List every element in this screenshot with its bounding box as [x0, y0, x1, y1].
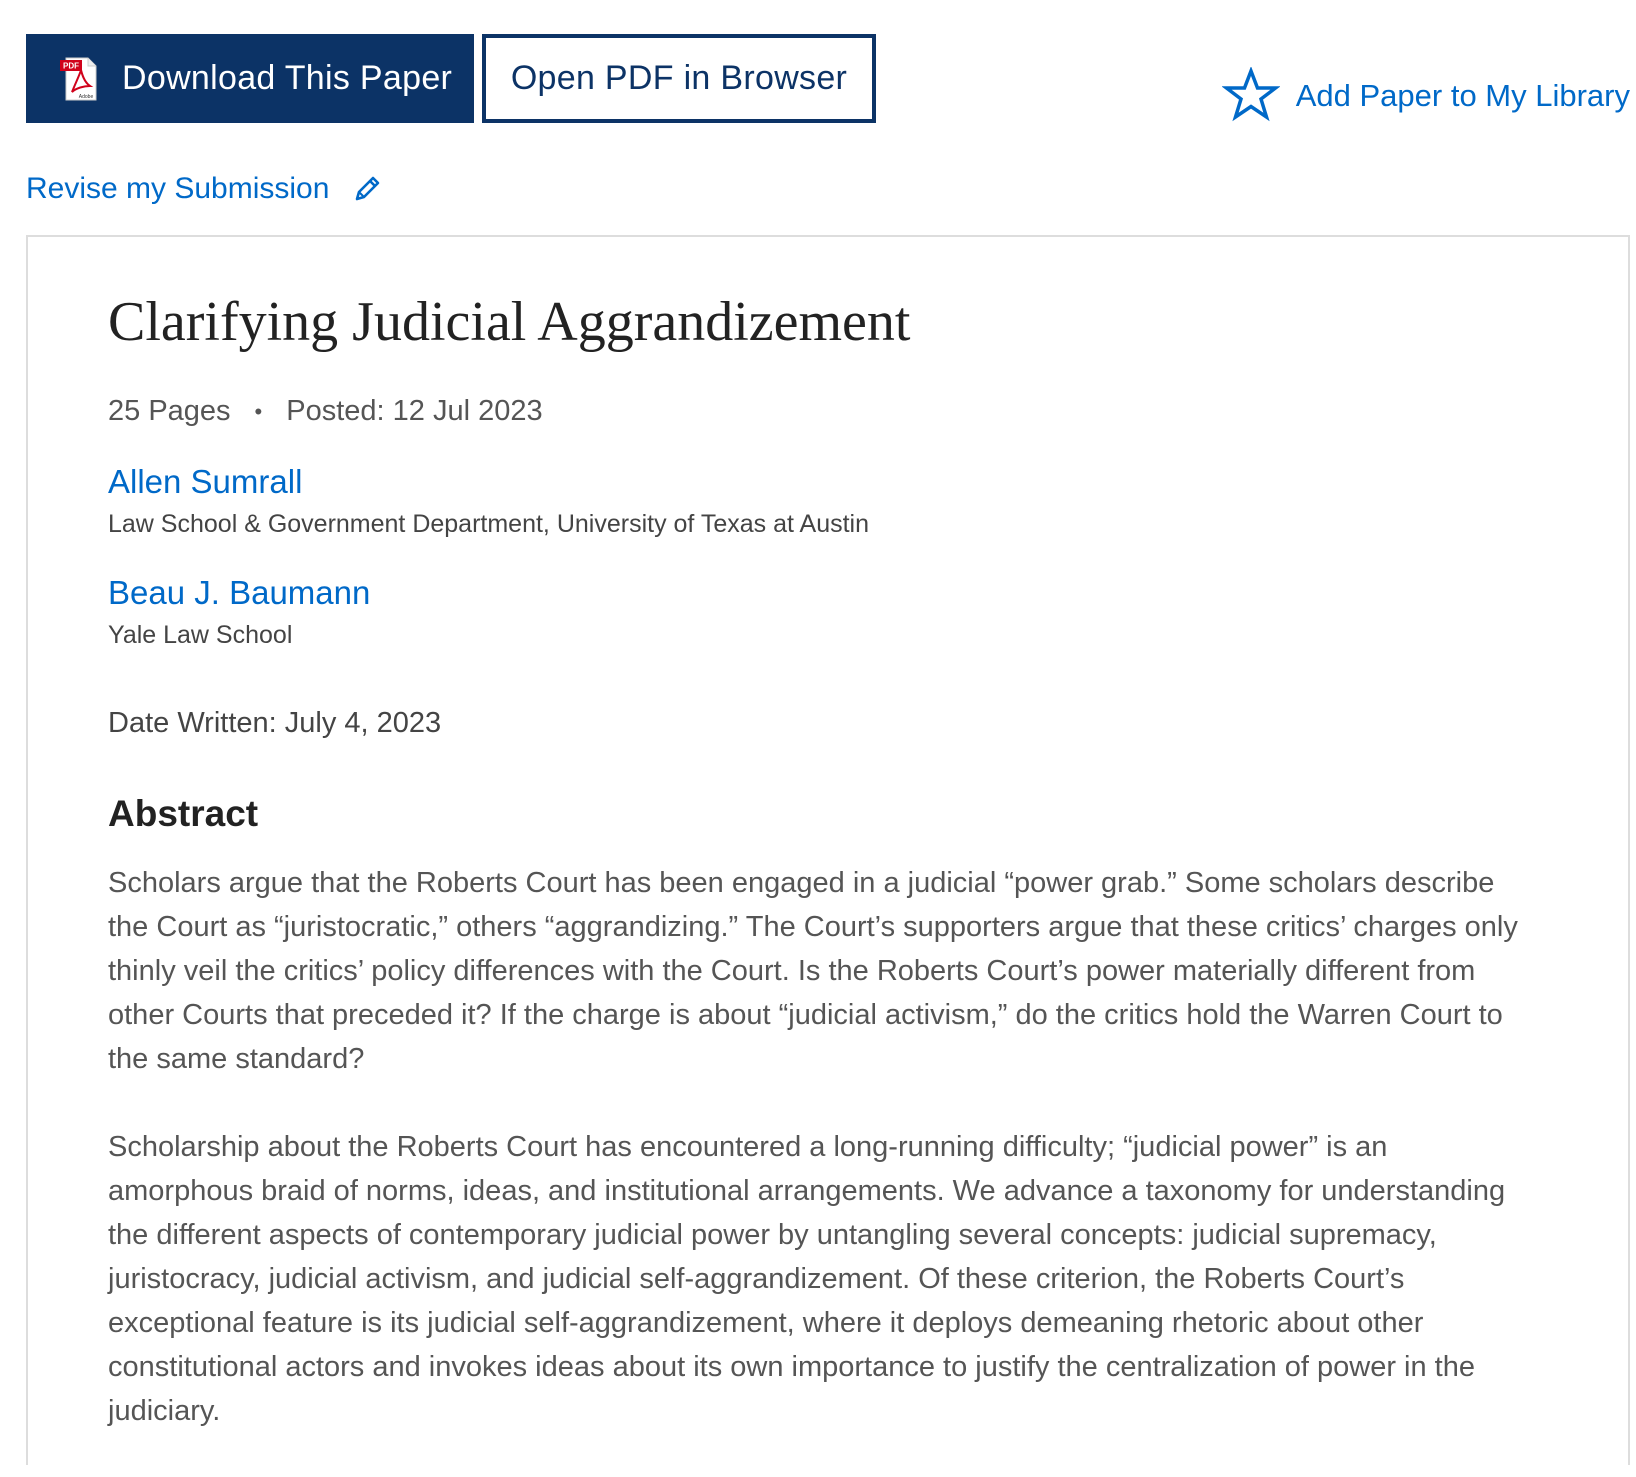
revise-submission-label: Revise my Submission [26, 172, 330, 205]
pdf-file-icon [60, 56, 100, 102]
posted-date: Posted: 12 Jul 2023 [286, 395, 543, 427]
download-paper-button[interactable] [26, 34, 474, 123]
pdf-icon-label: PDF [63, 61, 79, 70]
open-pdf-button[interactable] [482, 34, 876, 123]
add-to-library-link[interactable] [1222, 66, 1630, 126]
author-affiliation: Law School & Government Department, University of Texas at Austin [108, 510, 870, 538]
adobe-label: Adobe [78, 93, 94, 100]
open-pdf-label: Open PDF in Browser [510, 59, 848, 97]
pencil-icon [351, 173, 383, 205]
date-written: Date Written: July 4, 2023 [108, 707, 442, 739]
abstract-body [108, 861, 1538, 1477]
paper-title: Clarifying Judicial Aggrandizement [108, 291, 911, 353]
paper-meta [108, 395, 543, 428]
page-count: 25 Pages [108, 395, 231, 427]
revise-submission-link[interactable] [26, 172, 383, 206]
abstract-heading: Abstract [108, 793, 259, 834]
star-outline-icon [1222, 67, 1280, 125]
add-to-library-label: Add Paper to My Library [1295, 78, 1630, 113]
abstract-paragraph: Scholarship about the Roberts Court has encountered a long-running difficulty; “judicial power” is an amorphous braid of norms, ideas, and institutional arrangements. We advance a taxonomy for understanding the different aspects of contemporary judicial power by untangling several concepts: judicial supremacy, juristocracy, judicial activism, and judicial self-aggrandizement. Of these criterion, the Roberts Court’s exceptional feature is its judicial self-aggrandizement, where it deploys demeaning rhetoric about other constitutional actors and invokes ideas about its own importance to justify the centralization of power in the judiciary. [108, 1131, 1506, 1427]
download-paper-label: Download This Paper [122, 59, 453, 97]
paper-toolbar [0, 0, 1636, 235]
meta-separator: • [254, 398, 263, 424]
abstract-paragraph: Scholars argue that the Roberts Court has been engaged in a judicial “power grab.” Some scholars describe the Court as “juristocratic,” others “aggrandizing.” The Court’s supporters argue that these critics’ charges only thinly veil the critics’ policy differences with the Court. Is the Roberts Court’s power materially different from other Courts that preceded it? If the charge is about “judicial activism,” do the critics hold the Warren Court to the same standard? [108, 867, 1518, 1075]
author-name-link[interactable]: Allen Sumrall [108, 463, 303, 500]
author-affiliation: Yale Law School [108, 621, 293, 649]
author-name-link[interactable]: Beau J. Baumann [108, 574, 371, 611]
